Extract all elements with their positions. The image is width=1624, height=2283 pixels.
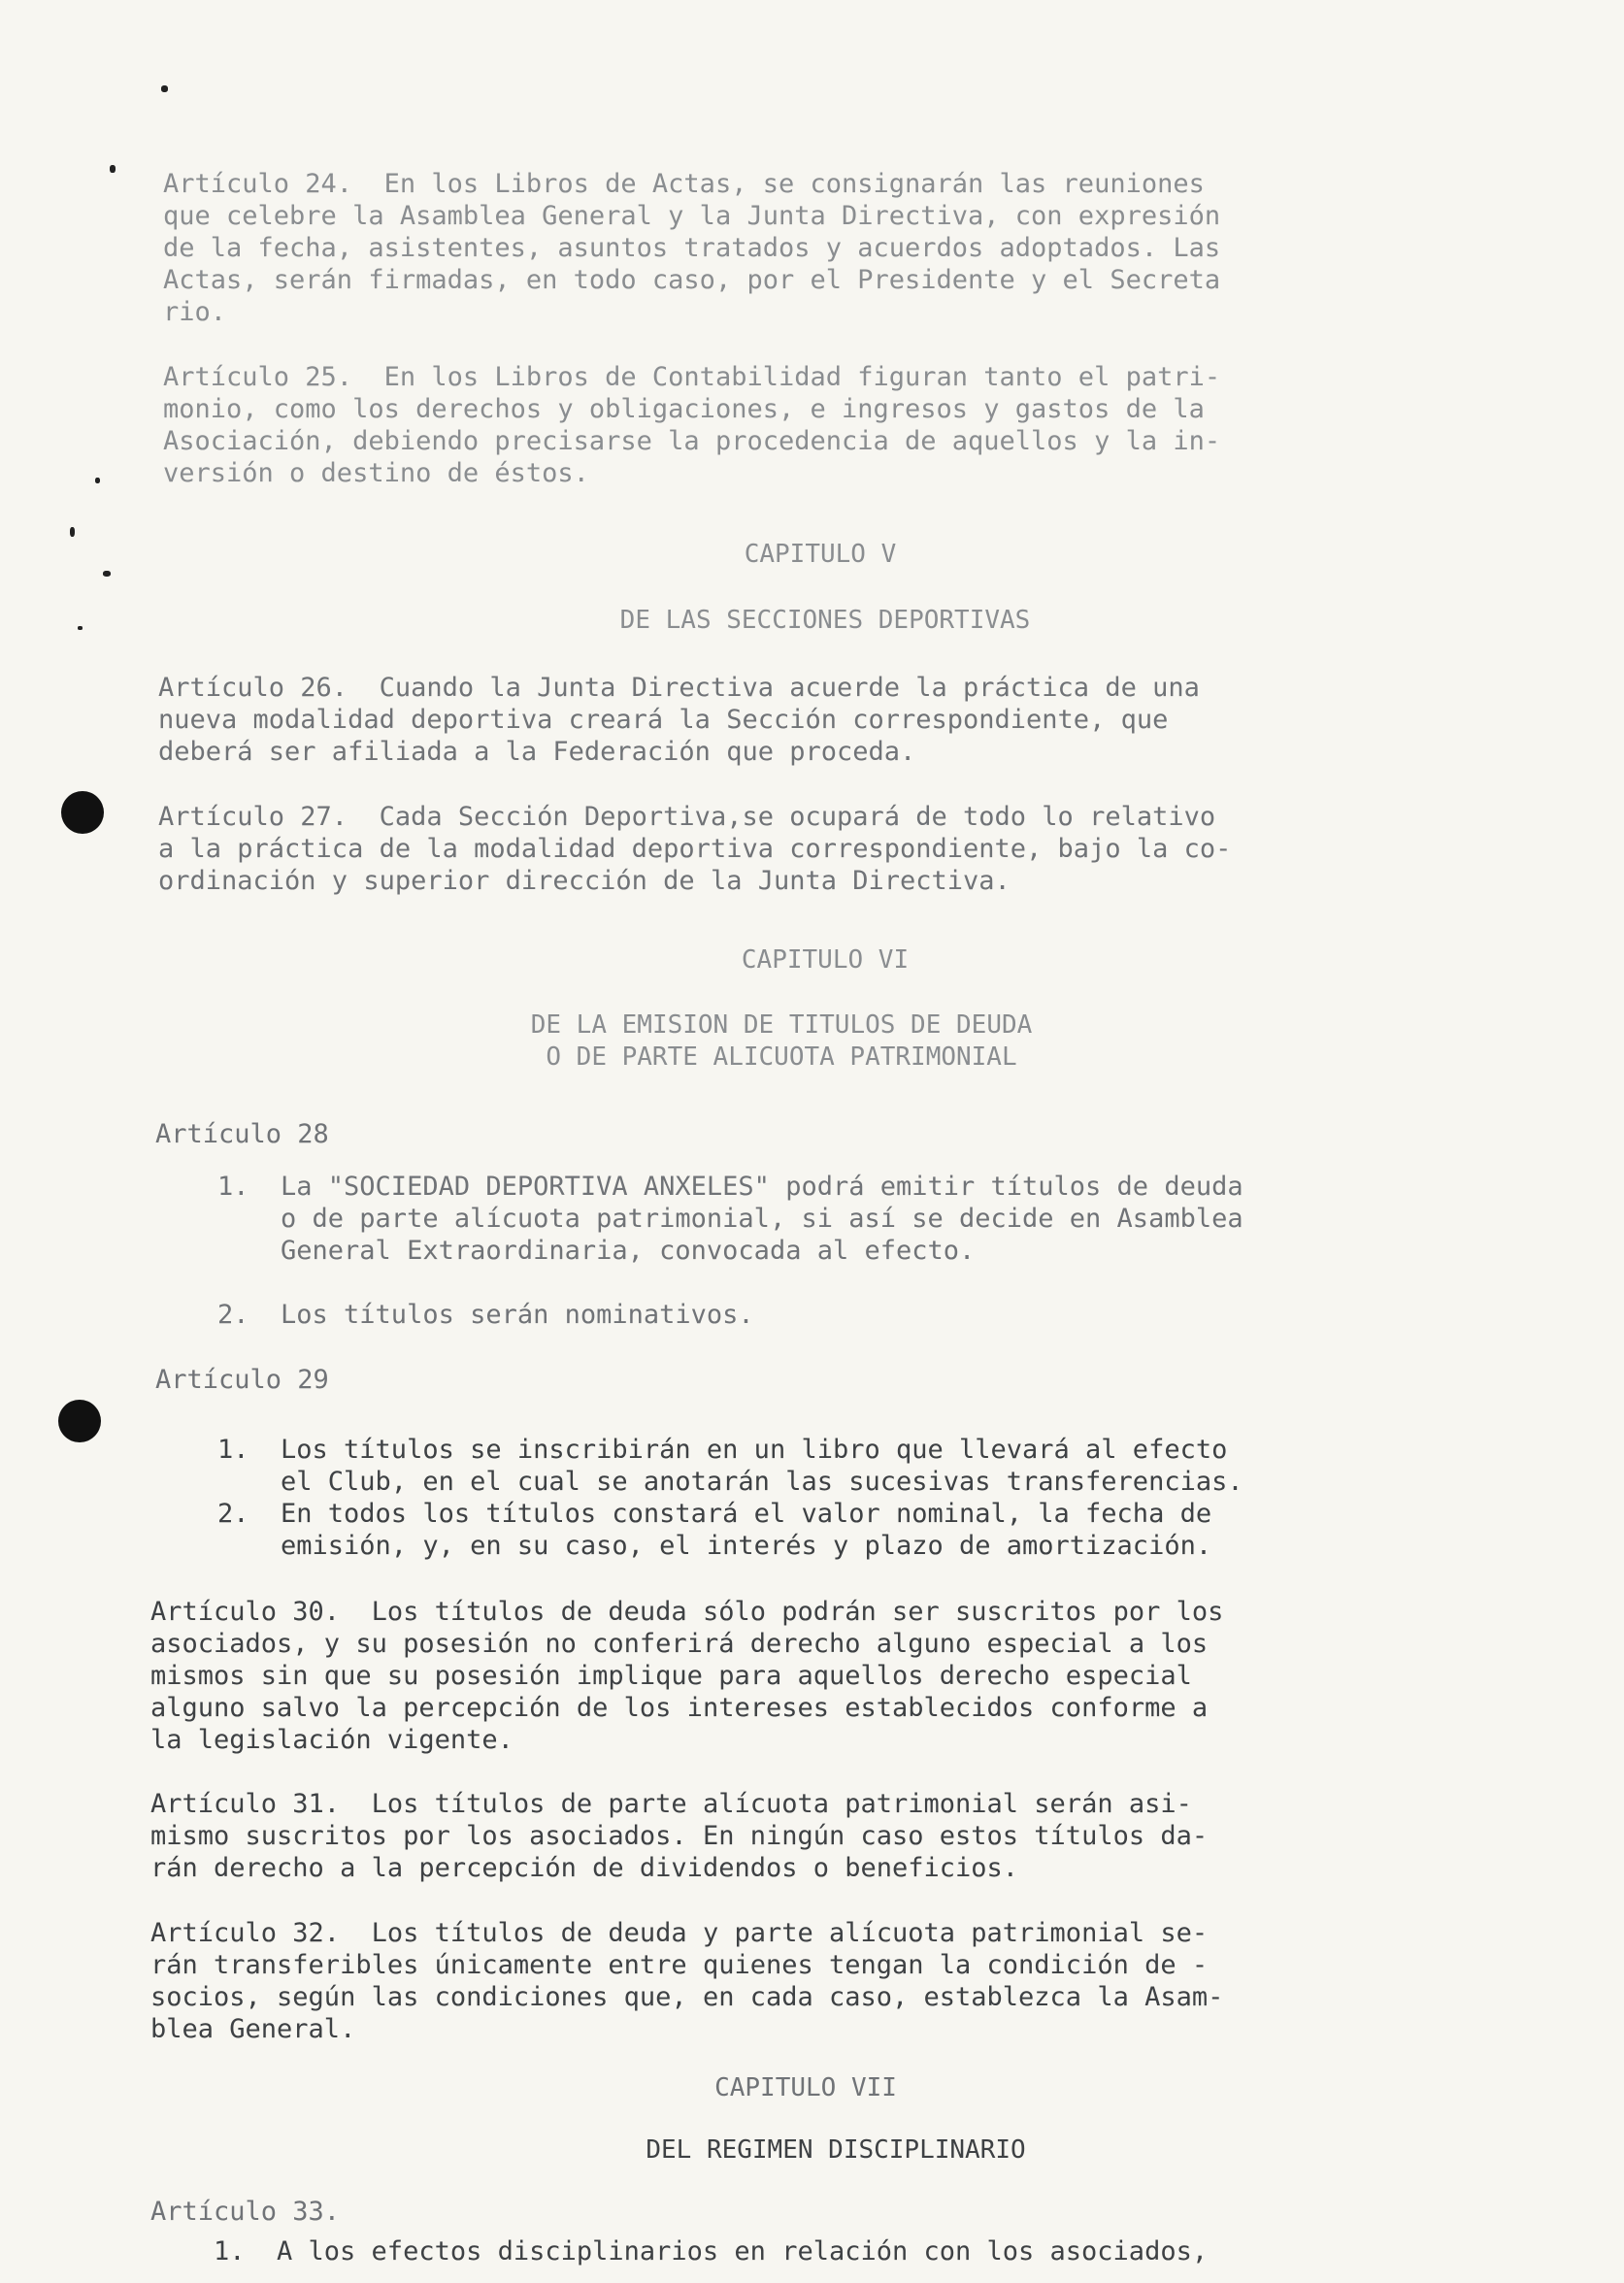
text-line: Artículo 24. En los Libros de Actas, se consignarán las reuniones (163, 169, 1205, 199)
text-line: de la fecha, asistentes, asuntos tratados y acuerdos adoptados. Las (163, 233, 1221, 263)
ink-speck (103, 571, 111, 577)
text-line: alguno salvo la percepción de los intereses establecidos conforme a (150, 1693, 1209, 1723)
text-line: General Extraordinaria, convocada al efecto. (217, 1236, 976, 1266)
chapter-6-subtitle-2: O DE PARTE ALICUOTA PATRIMONIAL (546, 1042, 1017, 1072)
chapter-7-subtitle: DEL REGIMEN DISCIPLINARIO (646, 2135, 1026, 2165)
ink-speck (110, 165, 116, 173)
article-heading: Artículo 29 (155, 1365, 329, 1395)
text-line: rán derecho a la percepción de dividendos o beneficios. (150, 1853, 1019, 1883)
text-line: blea General. (150, 2014, 356, 2044)
text-line: mismos sin que su posesión implique para aquellos derecho especial (150, 1661, 1192, 1691)
chapter-6-subtitle-1: DE LA EMISION DE TITULOS DE DEUDA (530, 1010, 1033, 1040)
text-line: rán transferibles únicamente entre quienes tengan la condición de - (150, 1950, 1209, 1980)
text-line: Artículo 31. Los títulos de parte alícuota patrimonial serán asi- (150, 1789, 1192, 1819)
text-line: 2. Los títulos serán nominativos. (217, 1300, 754, 1330)
punch-hole-top (61, 791, 104, 834)
text-line: socios, según las condiciones que, en cada caso, establezca la Asam- (150, 1982, 1224, 2012)
text-line: o de parte alícuota patrimonial, si así se decide en Asamblea (217, 1204, 1243, 1234)
text-line: monio, como los derechos y obligaciones, e ingresos y gastos de la (163, 394, 1205, 424)
text-line: el Club, en el cual se anotarán las sucesivas transferencias. (217, 1467, 1243, 1497)
ink-speck (95, 478, 100, 483)
ink-speck (161, 85, 168, 92)
chapter-5-subtitle: DE LAS SECCIONES DEPORTIVAS (619, 606, 1031, 635)
text-line: Artículo 27. Cada Sección Deportiva,se ocupará de todo lo relativo (158, 802, 1216, 832)
text-line: versión o destino de éstos. (163, 458, 589, 488)
text-line: deberá ser afiliada a la Federación que proceda. (158, 737, 916, 767)
text-line: 1. La "SOCIEDAD DEPORTIVA ANXELES" podrá emitir títulos de deuda (217, 1172, 1243, 1202)
text-line: que celebre la Asamblea General y la Junta Directiva, con expresión (163, 201, 1221, 231)
text-line: emisión, y, en su caso, el interés y plazo de amortización. (217, 1531, 1212, 1561)
text-line: nueva modalidad deportiva creará la Sección correspondiente, que (158, 705, 1169, 735)
text-line: 1. Los títulos se inscribirán en un libro que llevará al efecto (217, 1435, 1228, 1465)
text-line: asociados, y su posesión no conferirá derecho alguno especial a los (150, 1629, 1209, 1659)
text-line: 1. A los efectos disciplinarios en relación con los asociados, (214, 2236, 1209, 2266)
text-line: Artículo 30. Los títulos de deuda sólo podrán ser suscritos por los (150, 1597, 1224, 1627)
text-line: Actas, serán firmadas, en todo caso, por el Presidente y el Secreta (163, 265, 1221, 295)
punch-hole-bottom (58, 1400, 101, 1442)
chapter-6-title: CAPITULO VI (741, 945, 910, 975)
text-line: Asociación, debiendo precisarse la procedencia de aquellos y la in- (163, 426, 1221, 456)
text-line: ordinación y superior dirección de la Junta Directiva. (158, 866, 1011, 896)
text-line: a la práctica de la modalidad deportiva correspondiente, bajo la co- (158, 834, 1232, 864)
text-line: 2. En todos los títulos constará el valor nominal, la fecha de (217, 1499, 1212, 1529)
text-line: mismo suscritos por los asociados. En ningún caso estos títulos da- (150, 1821, 1209, 1851)
chapter-7-title: CAPITULO VII (714, 2073, 897, 2102)
article-heading: Artículo 28 (155, 1119, 329, 1149)
text-line: rio. (163, 297, 227, 327)
text-line: Artículo 32. Los títulos de deuda y parte alícuota patrimonial se- (150, 1918, 1209, 1948)
chapter-5-title: CAPITULO V (744, 540, 897, 569)
text-line: Artículo 26. Cuando la Junta Directiva acuerde la práctica de una (158, 673, 1200, 703)
ink-speck (70, 527, 75, 537)
text-line: la legislación vigente. (150, 1725, 514, 1755)
article-heading: Artículo 33. (150, 2197, 341, 2227)
text-line: Artículo 25. En los Libros de Contabilidad figuran tanto el patri- (163, 362, 1221, 392)
